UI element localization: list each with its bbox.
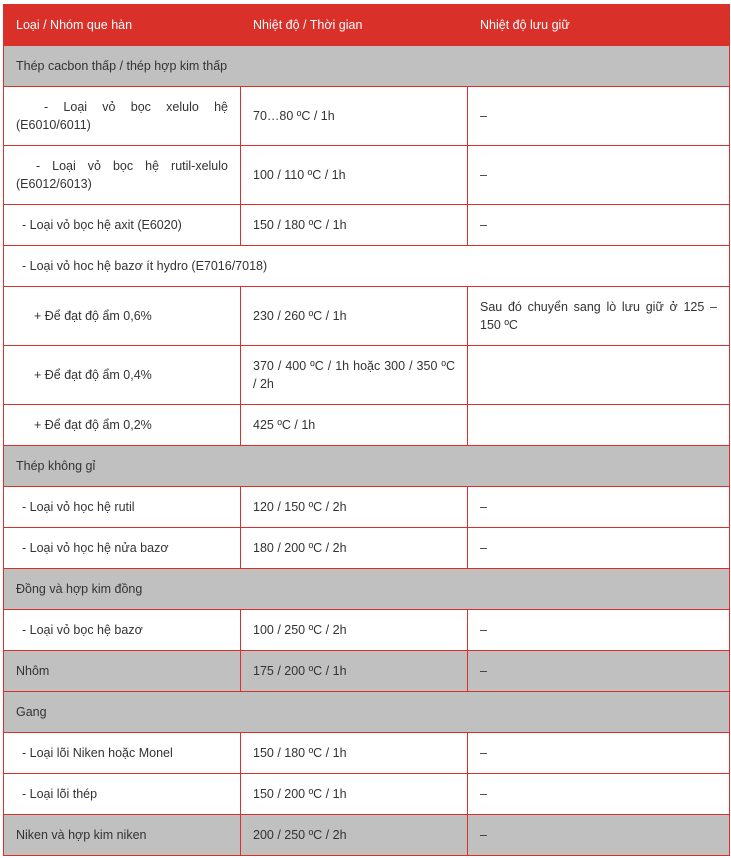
table-row <box>4 528 730 569</box>
type-text: - Loại vỏ bọc xelulo hệ (E6010/6011) <box>16 100 228 132</box>
temp-cell: 175 / 200 ºC / 1h <box>241 651 468 692</box>
type-cell: - Loại lõi Niken hoặc Monel <box>4 733 241 774</box>
hold-cell: – <box>468 528 730 569</box>
temp-cell: 370 / 400 ºC / 1h hoặc 300 / 350 ºC / 2h <box>241 346 468 405</box>
temp-cell: 150 / 180 ºC / 1h <box>241 733 468 774</box>
group-row-carbon-steel <box>4 46 730 87</box>
group-row-copper <box>4 569 730 610</box>
group-label: Thép cacbon thấp / thép hợp kim thấp <box>4 46 730 87</box>
temp-cell: 100 / 250 ºC / 2h <box>241 610 468 651</box>
header-holding-temperature: Nhiệt độ lưu giữ <box>468 5 730 46</box>
table-row <box>4 246 730 287</box>
hold-cell: – <box>468 205 730 246</box>
hold-cell <box>468 405 730 446</box>
electrode-drying-table <box>3 4 730 856</box>
hold-cell: – <box>468 774 730 815</box>
hold-cell: – <box>468 487 730 528</box>
hold-cell: – <box>468 651 730 692</box>
type-cell <box>4 146 241 205</box>
group-row-cast-iron <box>4 692 730 733</box>
table-row-nickel <box>4 815 730 856</box>
type-cell: Nhôm <box>4 651 241 692</box>
temp-cell: 180 / 200 ºC / 2h <box>241 528 468 569</box>
hold-cell: – <box>468 87 730 146</box>
table-row <box>4 346 730 405</box>
table-row-aluminum <box>4 651 730 692</box>
table-row <box>4 487 730 528</box>
type-cell: - Loại vỏ học hệ nửa bazơ <box>4 528 241 569</box>
header-temperature-time: Nhiệt độ / Thời gian <box>241 5 468 46</box>
hold-cell <box>468 346 730 405</box>
type-cell: + Để đạt độ ẩm 0,6% <box>4 287 241 346</box>
table-row <box>4 774 730 815</box>
hold-cell: – <box>468 146 730 205</box>
temp-cell: 150 / 200 ºC / 1h <box>241 774 468 815</box>
table-header-row <box>4 5 730 46</box>
temp-cell: 200 / 250 ºC / 2h <box>241 815 468 856</box>
table-row <box>4 205 730 246</box>
table-row <box>4 87 730 146</box>
temp-cell: 120 / 150 ºC / 2h <box>241 487 468 528</box>
type-cell: - Loại vỏ bọc hệ bazơ <box>4 610 241 651</box>
type-cell: - Loại lõi thép <box>4 774 241 815</box>
temp-cell: 150 / 180 ºC / 1h <box>241 205 468 246</box>
type-text: - Loại vỏ bọc hệ rutil-xelulo (E6012/6013) <box>16 159 228 191</box>
type-cell: + Để đạt độ ẩm 0,2% <box>4 405 241 446</box>
type-cell: + Để đạt độ ẩm 0,4% <box>4 346 241 405</box>
group-row-stainless-steel <box>4 446 730 487</box>
temp-cell: 425 ºC / 1h <box>241 405 468 446</box>
type-cell: - Loại vỏ bọc hệ axit (E6020) <box>4 205 241 246</box>
temp-cell: 70…80 ºC / 1h <box>241 87 468 146</box>
hold-cell: – <box>468 815 730 856</box>
table-row <box>4 610 730 651</box>
hold-cell: – <box>468 610 730 651</box>
table-row <box>4 405 730 446</box>
table-row <box>4 146 730 205</box>
type-cell: - Loại vỏ hoc hệ bazơ ít hydro (E7016/7018) <box>4 246 730 287</box>
table-row <box>4 287 730 346</box>
type-cell: - Loại vỏ học hệ rutil <box>4 487 241 528</box>
group-label: Thép không gỉ <box>4 446 730 487</box>
temp-cell: 230 / 260 ºC / 1h <box>241 287 468 346</box>
hold-cell: Sau đó chuyển sang lò lưu giữ ở 125 – 150 ºC <box>468 287 730 346</box>
group-label: Gang <box>4 692 730 733</box>
hold-cell: – <box>468 733 730 774</box>
group-label: Đồng và hợp kim đồng <box>4 569 730 610</box>
type-cell: Niken và hợp kim niken <box>4 815 241 856</box>
table-row <box>4 733 730 774</box>
type-cell <box>4 87 241 146</box>
header-type: Loại / Nhóm que hàn <box>4 5 241 46</box>
temp-cell: 100 / 110 ºC / 1h <box>241 146 468 205</box>
